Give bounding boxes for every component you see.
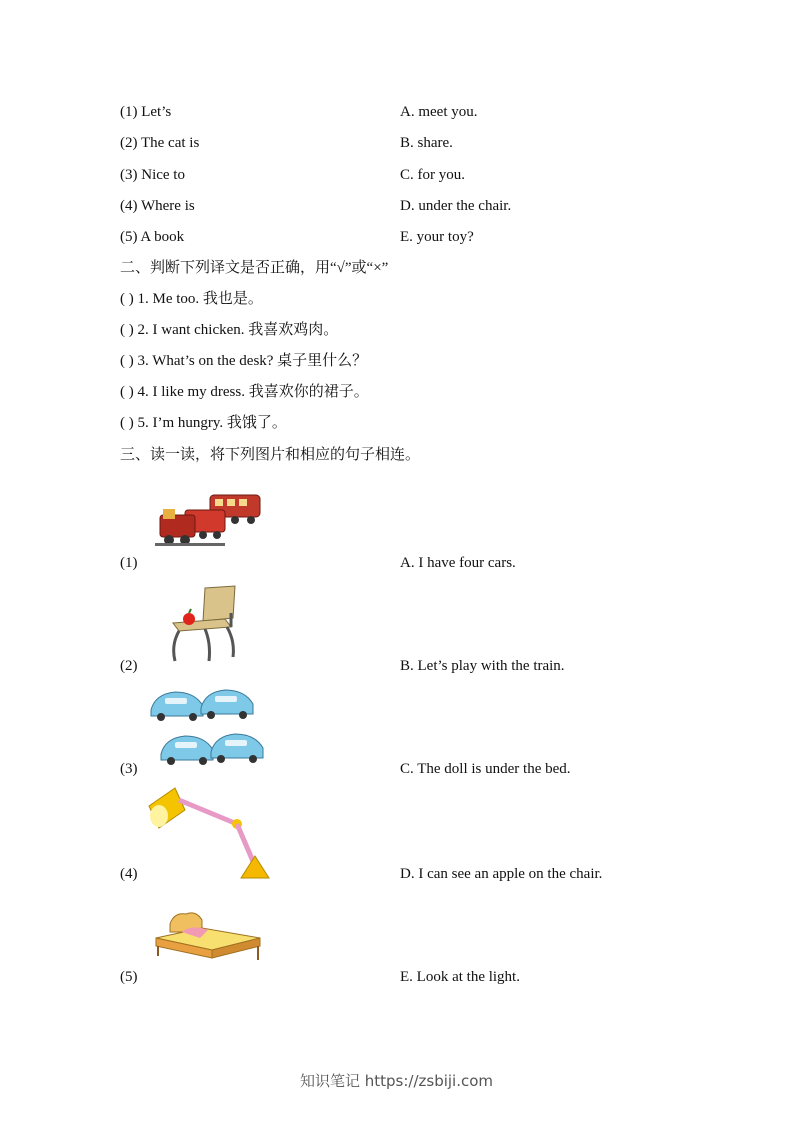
match-right-b: B. share. [400, 135, 453, 151]
match-left-1: (1) Let’s [120, 104, 172, 120]
section2-heading: 二、判断下列译文是否正确，用“√”或“×” [120, 260, 389, 276]
match-right-a: A. meet you. [400, 104, 478, 120]
judge-item-3: ( ) 3. What’s on the desk? 桌子里什么？ [120, 353, 368, 369]
judge-item-2: ( ) 2. I want chicken. 我喜欢鸡肉。 [120, 322, 339, 338]
match-left-4: (4) Where is [120, 198, 195, 214]
judge-item-4: ( ) 4. I like my dress. 我喜欢你的裙子。 [120, 384, 369, 400]
match-right-e: E. your toy? [400, 229, 474, 245]
section3-heading: 三、读一读，将下列图片和相应的句子相连。 [120, 447, 421, 463]
match-left-3: (3) Nice to [120, 167, 185, 183]
sentence-b: B. Let’s play with the train. [400, 658, 565, 674]
match-left-5: (5) A book [120, 229, 185, 245]
judge-item-1: ( ) 1. Me too. 我也是。 [120, 291, 263, 307]
judge-item-5: ( ) 5. I’m hungry. 我饿了。 [120, 415, 287, 431]
desk-lamp-image [145, 786, 270, 881]
sentence-d: D. I can see an apple on the chair. [400, 866, 603, 882]
match-right-c: C. for you. [400, 167, 465, 183]
picture-number-4: (4) [120, 866, 138, 882]
chair-with-apple-image [165, 583, 245, 663]
train-image [155, 485, 265, 550]
footer-watermark: 知识笔记 https://zsbiji.com [299, 1072, 494, 1090]
picture-number-3: (3) [120, 761, 138, 777]
match-left-2: (2) The cat is [120, 135, 200, 151]
picture-number-5: (5) [120, 969, 138, 985]
match-right-d: D. under the chair. [400, 198, 512, 214]
sentence-a: A. I have four cars. [400, 555, 516, 571]
four-cars-image [147, 684, 272, 776]
picture-number-2: (2) [120, 658, 138, 674]
sentence-e: E. Look at the light. [400, 969, 520, 985]
picture-number-1: (1) [120, 555, 138, 571]
sentence-c: C. The doll is under the bed. [400, 761, 571, 777]
bed-image [152, 910, 264, 962]
